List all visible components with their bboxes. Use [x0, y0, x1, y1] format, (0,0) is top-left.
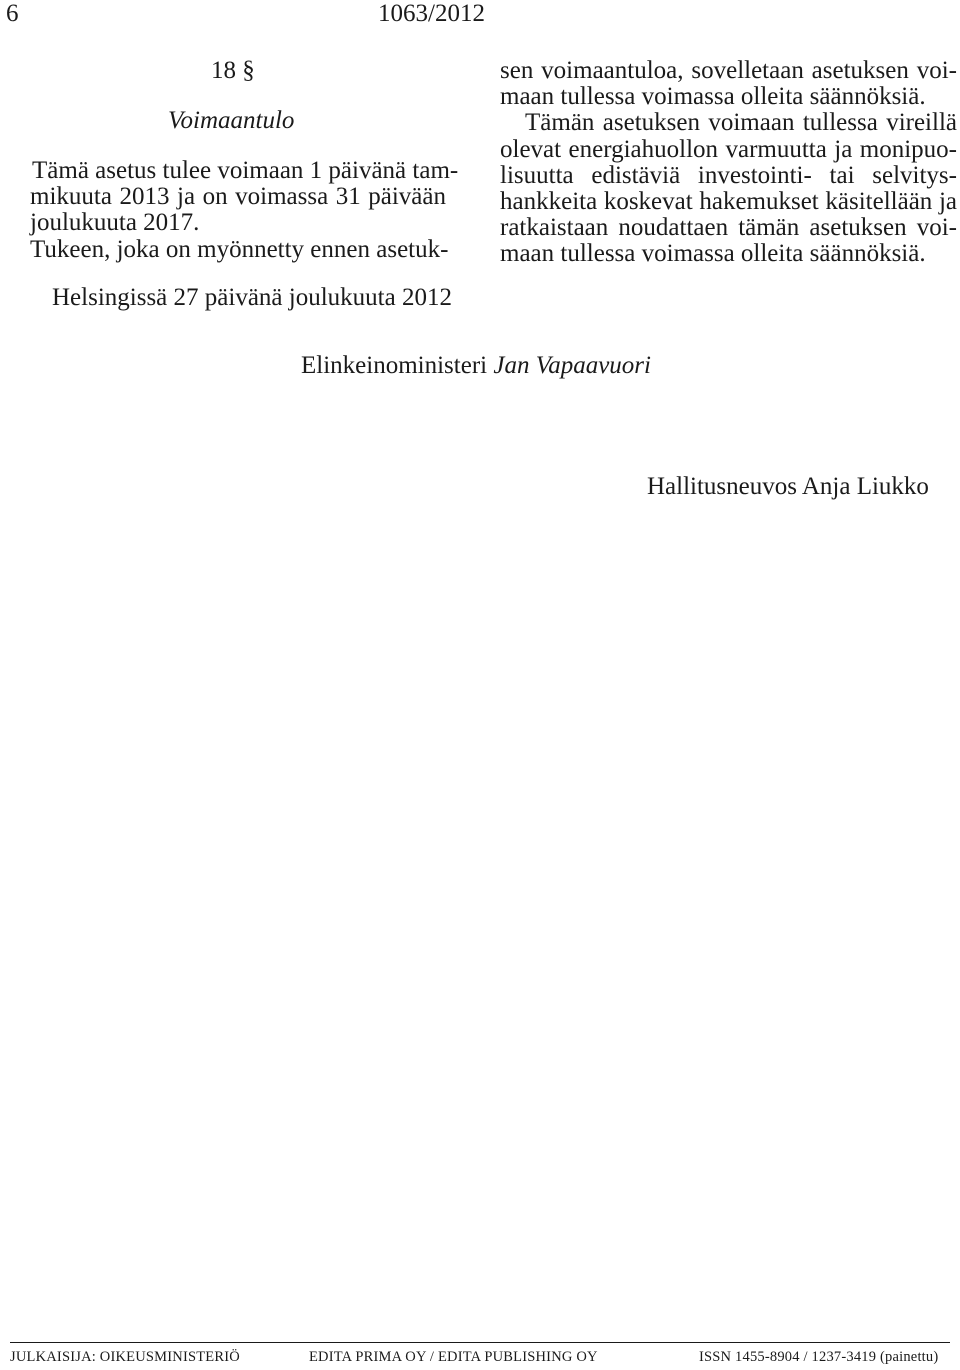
right-line-7: ratkaistaan noudattaen tämän asetuksen voi- — [500, 214, 957, 242]
footer-issn: ISSN 1455-8904 / 1237-3419 (painettu) — [699, 1349, 939, 1365]
left-line-2: mikuuta 2013 ja on voimassa 31 päivään — [30, 183, 446, 211]
right-line-8: maan tullessa voimassa olleita säännöksiä. — [500, 240, 926, 268]
right-line-5: lisuutta edistäviä investointi- tai selvitys- — [500, 161, 957, 189]
page-number: 6 — [6, 0, 19, 27]
right-line-3: Tämän asetuksen voimaan tullessa vireillä — [525, 109, 957, 137]
footer-printer: EDITA PRIMA OY / EDITA PUBLISHING OY — [309, 1349, 598, 1365]
right-column-text — [500, 58, 957, 268]
footer-divider — [10, 1342, 950, 1343]
left-line-1: Tämä asetus tulee voimaan 1 päivänä tam- — [32, 157, 459, 184]
left-column-text — [30, 157, 459, 263]
section-number: 18 § — [211, 57, 255, 84]
right-line-2: maan tullessa voimassa olleita säännöksiä. — [500, 83, 926, 111]
place-and-date: Helsingissä 27 päivänä joulukuuta 2012 — [52, 284, 452, 311]
right-line-4: olevat energiahuollon varmuutta ja monipuo- — [500, 135, 957, 163]
minister-name: Jan Vapaavuori — [493, 352, 651, 379]
document-number: 1063/2012 — [378, 0, 485, 27]
right-line-1: sen voimaantuloa, sovelletaan asetuksen voi- — [500, 57, 957, 84]
right-line-6: hankkeita koskevat hakemukset käsitellään ja — [500, 187, 957, 215]
footer-publisher: JULKAISIJA: OIKEUSMINISTERIÖ — [10, 1349, 240, 1365]
minister-title: Elinkeinoministeri — [301, 352, 488, 379]
left-line-4: Tukeen, joka on myönnetty ennen asetuk- — [30, 235, 449, 263]
section-title: Voimaantulo — [168, 107, 295, 134]
minister-signature — [301, 352, 651, 380]
counter-signer: Hallitusneuvos Anja Liukko — [647, 473, 929, 500]
left-line-3: joulukuuta 2017. — [30, 209, 200, 237]
